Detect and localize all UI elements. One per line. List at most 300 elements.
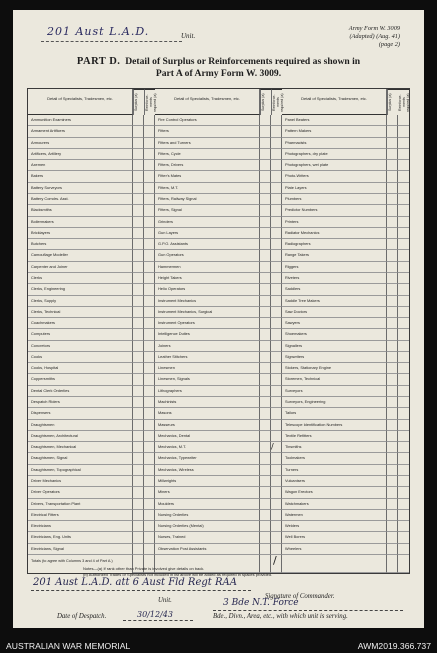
surplus-cell — [387, 194, 398, 205]
note-a: Notes—(a) If rank other than Private is involved give details on back. — [83, 566, 205, 571]
surplus-cell — [260, 115, 271, 126]
reinforcements-cell — [144, 250, 155, 261]
surplus-cell — [387, 239, 398, 250]
surplus-cell — [387, 476, 398, 487]
trade-name: Coachmakers — [28, 318, 133, 329]
surplus-header: Surplus (a) — [260, 89, 271, 115]
reinforcements-cell — [144, 386, 155, 397]
reinforcements-cell — [144, 329, 155, 340]
surplus-cell — [260, 408, 271, 419]
reinforcements-cell — [144, 228, 155, 239]
column-header: Detail of Specialists, Tradesmen, etc. — [155, 89, 260, 115]
reinforcements-cell — [271, 160, 282, 171]
reinforcements-cell — [271, 239, 282, 250]
surplus-cell — [260, 273, 271, 284]
reinforcements-cell — [398, 453, 409, 464]
surplus-cell — [387, 510, 398, 521]
trade-name: Driver Mechanics — [28, 476, 133, 487]
trade-name: Nurses, Trained — [155, 532, 260, 543]
trade-name: Observation Post Assistants — [155, 544, 260, 555]
surplus-cell — [133, 239, 144, 250]
surplus-cell — [260, 453, 271, 464]
reinforcements-cell — [271, 487, 282, 498]
surplus-cell — [260, 329, 271, 340]
surplus-cell — [260, 532, 271, 543]
title-line-1: Detail of Surplus or Reinforcements required as shown in — [125, 56, 361, 67]
surplus-cell — [260, 374, 271, 385]
surplus-cell — [260, 318, 271, 329]
trade-name: Cooks, Hospital — [28, 363, 133, 374]
surplus-cell — [133, 510, 144, 521]
surplus-cell — [133, 273, 144, 284]
reinforcements-cell — [144, 420, 155, 431]
trade-name: Butchers — [28, 239, 133, 250]
reinforcements-cell — [144, 126, 155, 137]
reinforcements-cell — [144, 149, 155, 160]
reinforcements-cell — [271, 183, 282, 194]
reinforcements-cell — [144, 307, 155, 318]
surplus-cell — [260, 431, 271, 442]
surplus-cell — [133, 160, 144, 171]
trade-name: Mechanics, Wireless — [155, 465, 260, 476]
surplus-cell — [133, 149, 144, 160]
surplus-cell — [133, 171, 144, 182]
totals-label: Totals (to agree with Columns 3 and 4 of Part A.) — [28, 555, 133, 573]
surplus-cell — [387, 544, 398, 555]
surplus-cell — [133, 352, 144, 363]
reinforcements-cell — [144, 453, 155, 464]
reinforcements-cell — [144, 499, 155, 510]
surplus-cell — [260, 521, 271, 532]
reinforcements-cell — [398, 296, 409, 307]
unit-handwritten-footer: 201 Aust L.A.D. att 6 Aust Fld Regt RAA — [33, 577, 237, 588]
surplus-cell — [260, 420, 271, 431]
reinforcements-cell — [271, 510, 282, 521]
reinforcements-cell — [144, 183, 155, 194]
reinforcements-cell — [398, 228, 409, 239]
trade-name: Dispensers — [28, 408, 133, 419]
reinforcements-cell — [271, 363, 282, 374]
reinforcements-cell — [398, 262, 409, 273]
surplus-header: Surplus (a) — [387, 89, 398, 115]
surplus-cell — [133, 453, 144, 464]
reinforcements-cell — [271, 499, 282, 510]
surplus-cell — [260, 262, 271, 273]
surplus-cell — [387, 465, 398, 476]
column-header: Detail of Specialists, Tradesmen, etc. — [282, 89, 387, 115]
date-handwritten: 30/12/43 — [137, 610, 173, 619]
totals-reinforcements — [398, 555, 409, 573]
reinforcements-cell — [398, 499, 409, 510]
surplus-cell — [133, 307, 144, 318]
reinforcements-cell — [271, 521, 282, 532]
trade-name: Vulcanisers — [282, 476, 387, 487]
trade-name: Leather Stitchers — [155, 352, 260, 363]
specialists-table — [27, 88, 410, 574]
reinforcements-cell — [398, 532, 409, 543]
surplus-cell — [260, 239, 271, 250]
surplus-cell — [387, 408, 398, 419]
surplus-cell — [260, 228, 271, 239]
trade-name: Plumbers — [282, 194, 387, 205]
reinforcements-cell — [398, 318, 409, 329]
surplus-cell — [260, 465, 271, 476]
surplus-cell — [260, 149, 271, 160]
reinforcements-cell — [398, 465, 409, 476]
trade-name: Millwrights — [155, 476, 260, 487]
trade-name: Photo-Writers — [282, 171, 387, 182]
reinforcements-cell — [398, 160, 409, 171]
reinforcements-cell — [271, 149, 282, 160]
reinforcements-cell — [271, 205, 282, 216]
trade-name: Electricians — [28, 521, 133, 532]
trade-name: Driver Operators — [28, 487, 133, 498]
trade-name: Miners — [155, 487, 260, 498]
trade-name: Telescope Identification Numbers — [282, 420, 387, 431]
trade-name: Fitters, Railway Signal — [155, 194, 260, 205]
surplus-cell — [260, 171, 271, 182]
reinforcements-cell — [398, 352, 409, 363]
trade-name: Joiners — [155, 341, 260, 352]
trade-name: Saddlers — [282, 284, 387, 295]
reinforcements-cell — [144, 239, 155, 250]
reinforcements-cell — [398, 205, 409, 216]
trade-name: Ammunition Examiners — [28, 115, 133, 126]
reinforcements-cell — [144, 284, 155, 295]
surplus-cell — [133, 262, 144, 273]
trade-name: Printers — [282, 217, 387, 228]
reinforcements-cell — [144, 374, 155, 385]
reinforcements-cell — [144, 431, 155, 442]
surplus-cell — [387, 386, 398, 397]
trade-name: Fitters, Cycle — [155, 149, 260, 160]
trade-name: Camouflage Modeller — [28, 250, 133, 261]
surplus-cell — [387, 532, 398, 543]
surplus-cell — [260, 284, 271, 295]
surplus-cell — [387, 171, 398, 182]
trade-name: Photographers, wet plate — [282, 160, 387, 171]
part-label: PART D. — [76, 56, 121, 67]
trade-name: Textile Refitters — [282, 431, 387, 442]
trade-name: Predictor Numbers — [282, 205, 387, 216]
trade-name: Radiographers — [282, 239, 387, 250]
reinforcements-cell — [398, 341, 409, 352]
reinforcements-cell — [144, 341, 155, 352]
surplus-cell — [387, 149, 398, 160]
trade-name: Surveyors — [282, 386, 387, 397]
surplus-cell — [260, 296, 271, 307]
surplus-cell — [133, 217, 144, 228]
trade-name: Draughtsmen, Topographical — [28, 465, 133, 476]
trade-name: Mechanics, M.T. — [155, 442, 260, 453]
reinforcements-cell — [398, 363, 409, 374]
surplus-cell — [387, 228, 398, 239]
trade-name: Panel Beaters — [282, 115, 387, 126]
surplus-cell — [260, 363, 271, 374]
bde-line — [213, 610, 403, 611]
reinforcements-cell — [271, 386, 282, 397]
reinforcements-cell — [144, 171, 155, 182]
totals-mark: / — [273, 553, 277, 567]
trade-name: Axemen — [28, 160, 133, 171]
reinforcements-cell — [271, 250, 282, 261]
trade-name: Helio Operators — [155, 284, 260, 295]
trade-name: Moulders — [155, 499, 260, 510]
reinforcements-cell — [398, 329, 409, 340]
trade-name: Draughtsmen, Mechanical — [28, 442, 133, 453]
trade-name: Wagon Erectors — [282, 487, 387, 498]
trade-name: Mechanics, Dental — [155, 431, 260, 442]
surplus-cell — [260, 205, 271, 216]
reinforcements-cell — [271, 296, 282, 307]
trade-name: Saddle Tree Makers — [282, 296, 387, 307]
bde-handwritten: 3 Bde N.T. Force — [223, 598, 299, 608]
trade-name: Battery Surveyors — [28, 183, 133, 194]
reinforcements-cell — [398, 171, 409, 182]
date-line — [123, 620, 193, 621]
trade-name: Linesmen, Signals — [155, 374, 260, 385]
surplus-cell — [260, 544, 271, 555]
reinforcements-cell — [144, 318, 155, 329]
trade-name: Masons — [155, 408, 260, 419]
surplus-cell — [387, 205, 398, 216]
reinforcements-cell — [398, 126, 409, 137]
reinforcements-cell — [144, 397, 155, 408]
reinforcements-cell — [144, 476, 155, 487]
trade-name: Draughtsmen — [28, 420, 133, 431]
surplus-cell — [260, 160, 271, 171]
reinforcements-cell — [398, 397, 409, 408]
surplus-cell — [387, 329, 398, 340]
reinforcements-cell — [271, 126, 282, 137]
reinforcements-cell — [398, 273, 409, 284]
reinforcements-cell — [144, 273, 155, 284]
reinforcements-cell — [144, 363, 155, 374]
trade-name: Mechanics, Typewriter — [155, 453, 260, 464]
trade-name: Photographers, dry plate — [282, 149, 387, 160]
reinforcements-cell — [271, 329, 282, 340]
surplus-cell — [260, 250, 271, 261]
surplus-cell — [387, 420, 398, 431]
trade-name: Clerks, Engineering — [28, 284, 133, 295]
trade-name: Wheelers — [282, 544, 387, 555]
reinforcements-header: Reinforce-ments required (a) — [144, 89, 155, 115]
trade-name: Linesmen — [155, 363, 260, 374]
surplus-cell — [260, 126, 271, 137]
trade-name: Clerks — [28, 273, 133, 284]
trade-name: Bakers — [28, 171, 133, 182]
surplus-cell — [133, 363, 144, 374]
reinforcements-cell — [398, 544, 409, 555]
trade-name: Electricians, Signal — [28, 544, 133, 555]
reinforcements-cell — [271, 138, 282, 149]
surplus-cell — [133, 465, 144, 476]
surplus-cell — [133, 205, 144, 216]
reinforcements-cell — [398, 408, 409, 419]
surplus-cell — [133, 386, 144, 397]
surplus-cell — [133, 341, 144, 352]
reinforcements-cell — [398, 115, 409, 126]
surplus-cell — [260, 442, 271, 453]
surplus-cell — [387, 363, 398, 374]
trade-name: Armourers — [28, 138, 133, 149]
surplus-cell — [260, 217, 271, 228]
surplus-cell — [387, 318, 398, 329]
trade-name: Grinders — [155, 217, 260, 228]
reinforcements-cell — [271, 115, 282, 126]
reinforcements-cell — [144, 487, 155, 498]
form-ref-line: Army Form W. 3009 — [348, 25, 400, 32]
reinforcements-cell — [271, 262, 282, 273]
trade-name: Intelligence Duties — [155, 329, 260, 340]
surplus-cell — [387, 341, 398, 352]
trade-name: Fitters, M.T. — [155, 183, 260, 194]
reinforcements-cell — [271, 228, 282, 239]
trade-name: Range Takers — [282, 250, 387, 261]
surplus-cell — [133, 442, 144, 453]
trade-name: Storemen, Technical — [282, 374, 387, 385]
surplus-cell — [387, 250, 398, 261]
reinforcements-header: Reinforce-ments required (a) — [271, 89, 282, 115]
trade-name: Instrument Mechanics, Surgical — [155, 307, 260, 318]
trade-name: Radiator Mechanics — [282, 228, 387, 239]
trade-name: Height Takers — [155, 273, 260, 284]
reinforcements-cell — [398, 217, 409, 228]
reinforcements-cell — [271, 465, 282, 476]
surplus-cell — [133, 126, 144, 137]
trade-name: Instrument Operators — [155, 318, 260, 329]
trade-name: Carpenter and Joiner — [28, 262, 133, 273]
surplus-cell — [260, 138, 271, 149]
trade-name: Turners — [282, 465, 387, 476]
surplus-cell — [260, 386, 271, 397]
reinforcements-cell — [144, 532, 155, 543]
reinforcements-cell — [144, 262, 155, 273]
reinforcements-cell — [398, 284, 409, 295]
reinforcement-mark: / — [271, 442, 282, 453]
surplus-cell — [133, 329, 144, 340]
surplus-cell — [133, 476, 144, 487]
trade-name: Stokers, Stationary Engine — [282, 363, 387, 374]
trade-name: Signwriters — [282, 352, 387, 363]
trade-name: Draughtsmen, Signal — [28, 453, 133, 464]
reinforcements-cell — [144, 194, 155, 205]
trade-name: Toolmakers — [282, 453, 387, 464]
trade-name: Clerks, Technical — [28, 307, 133, 318]
totals-surplus — [387, 555, 398, 573]
surplus-cell — [133, 194, 144, 205]
reinforcements-cell — [271, 171, 282, 182]
surplus-cell — [260, 183, 271, 194]
surplus-cell — [260, 487, 271, 498]
caption-right: AWM2019.366.737 — [357, 641, 431, 651]
trade-name: Watermen — [282, 510, 387, 521]
reinforcements-cell — [144, 205, 155, 216]
trade-name: Draughtsmen, Architectural — [28, 431, 133, 442]
reinforcements-cell — [144, 217, 155, 228]
surplus-cell — [133, 420, 144, 431]
reinforcements-cell — [144, 521, 155, 532]
trade-name: Fitters, Drivers — [155, 160, 260, 171]
surplus-cell — [133, 228, 144, 239]
trade-name: Nursing Orderlies — [155, 510, 260, 521]
reinforcements-cell — [271, 374, 282, 385]
reinforcements-cell — [144, 138, 155, 149]
form-sheet — [13, 10, 424, 628]
surplus-cell — [387, 262, 398, 273]
surplus-cell — [133, 296, 144, 307]
reinforcements-cell — [271, 307, 282, 318]
bde-label: Bde., Divn., Area, etc., with which unit is serving. — [213, 613, 348, 620]
trade-name: Fire Control Operators — [155, 115, 260, 126]
reinforcements-cell — [271, 397, 282, 408]
surplus-cell — [387, 307, 398, 318]
trade-name: Armament Artificers — [28, 126, 133, 137]
reinforcements-cell — [398, 374, 409, 385]
surplus-cell — [260, 510, 271, 521]
surplus-cell — [260, 476, 271, 487]
trade-name: Well Borers — [282, 532, 387, 543]
surplus-cell — [387, 284, 398, 295]
surplus-cell — [133, 532, 144, 543]
surplus-header: Surplus (a) — [133, 89, 144, 115]
trade-name: Artificers, Artillery — [28, 149, 133, 160]
surplus-cell — [387, 499, 398, 510]
reinforcements-cell — [398, 521, 409, 532]
trade-name: Signallers — [282, 341, 387, 352]
reinforcements-cell — [398, 149, 409, 160]
reinforcements-cell — [144, 465, 155, 476]
surplus-cell — [387, 138, 398, 149]
column-header: Detail of Specialists, Tradesmen, etc. — [28, 89, 133, 115]
trade-name: Despatch Riders — [28, 397, 133, 408]
surplus-cell — [387, 521, 398, 532]
reinforcements-cell — [398, 476, 409, 487]
reinforcements-cell — [271, 532, 282, 543]
surplus-cell — [133, 138, 144, 149]
reinforcements-cell — [271, 217, 282, 228]
surplus-cell — [387, 397, 398, 408]
surplus-cell — [260, 499, 271, 510]
reinforcements-cell — [398, 307, 409, 318]
surplus-cell — [387, 217, 398, 228]
surplus-cell — [260, 341, 271, 352]
surplus-cell — [387, 453, 398, 464]
reinforcements-cell — [398, 442, 409, 453]
caption-left: AUSTRALIAN WAR MEMORIAL — [6, 641, 131, 651]
reinforcements-cell — [271, 194, 282, 205]
trade-name: Drivers, Transportation Plant — [28, 499, 133, 510]
surplus-cell — [133, 318, 144, 329]
surplus-cell — [387, 115, 398, 126]
trade-name: Fitters — [155, 126, 260, 137]
reinforcements-cell — [144, 352, 155, 363]
surplus-cell — [387, 160, 398, 171]
archive-caption — [0, 636, 437, 653]
surplus-cell — [387, 442, 398, 453]
trade-name: Shoemakers — [282, 329, 387, 340]
surplus-cell — [133, 183, 144, 194]
surplus-cell — [133, 374, 144, 385]
trade-name: Fitter's Mates — [155, 171, 260, 182]
trade-name: Lithographers — [155, 386, 260, 397]
reinforcements-cell — [271, 453, 282, 464]
reinforcements-header: Reinforce-ments required (a) — [398, 89, 409, 115]
trade-name: G.P.O. Assistants — [155, 239, 260, 250]
trade-name: Tailors — [282, 408, 387, 419]
unit-footer-label: Unit. — [158, 597, 172, 604]
surplus-cell — [387, 273, 398, 284]
